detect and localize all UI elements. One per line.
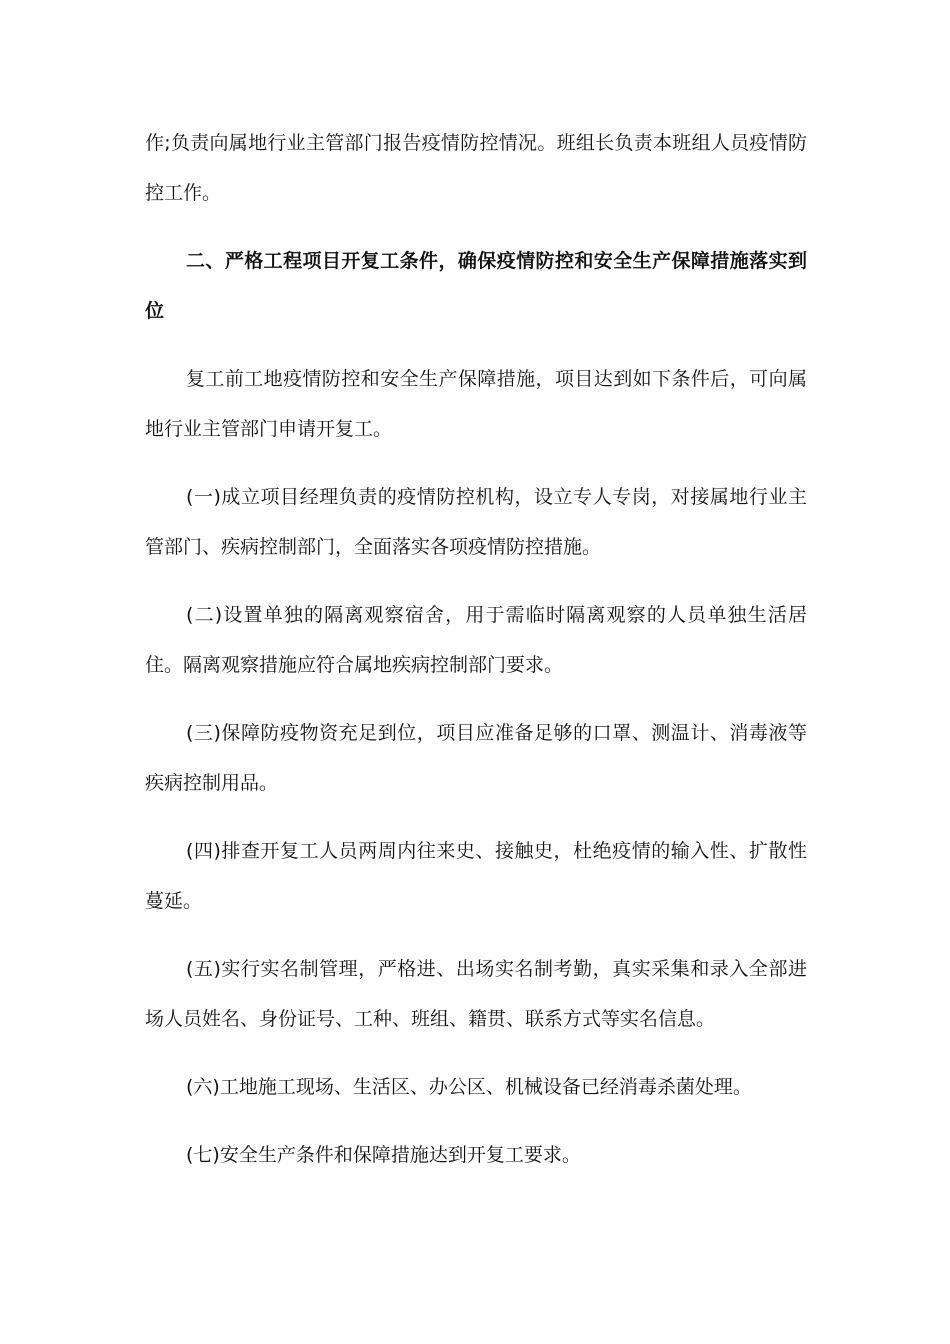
- paragraph-intro: 复工前工地疫情防控和安全生产保障措施，项目达到如下条件后，可向属地行业主管部门申请开复工。: [145, 368, 807, 440]
- list-item-4: (四)排查开复工人员两周内往来史、接触史，杜绝疫情的输入性、扩散性蔓延。: [145, 840, 807, 912]
- list-item-6: (六)工地施工现场、生活区、办公区、机械设备已经消毒杀菌处理。: [186, 1076, 752, 1098]
- list-item-5: (五)实行实名制管理，严格进、出场实名制考勤，真实采集和录入全部进场人员姓名、身份证号、工种、班组、籍贯、联系方式等实名信息。: [145, 958, 807, 1030]
- section-heading: 二、严格工程项目开复工条件，确保疫情防控和安全生产保障措施落实到位: [145, 250, 807, 322]
- list-item-2: (二)设置单独的隔离观察宿舍，用于需临时隔离观察的人员单独生活居住。隔离观察措施应符合属地疾病控制部门要求。: [145, 604, 807, 676]
- document-body: [145, 118, 807, 1180]
- paragraph-continuation: 作;负责向属地行业主管部门报告疫情防控情况。班组长负责本班组人员疫情防控工作。: [145, 132, 807, 204]
- list-item-1: (一)成立项目经理负责的疫情防控机构，设立专人专岗，对接属地行业主管部门、疾病控制部门，全面落实各项疫情防控措施。: [145, 486, 807, 558]
- list-item-3: (三)保障防疫物资充足到位，项目应准备足够的口罩、测温计、消毒液等疾病控制用品。: [145, 722, 807, 794]
- list-item-7: (七)安全生产条件和保障措施达到开复工要求。: [186, 1144, 581, 1166]
